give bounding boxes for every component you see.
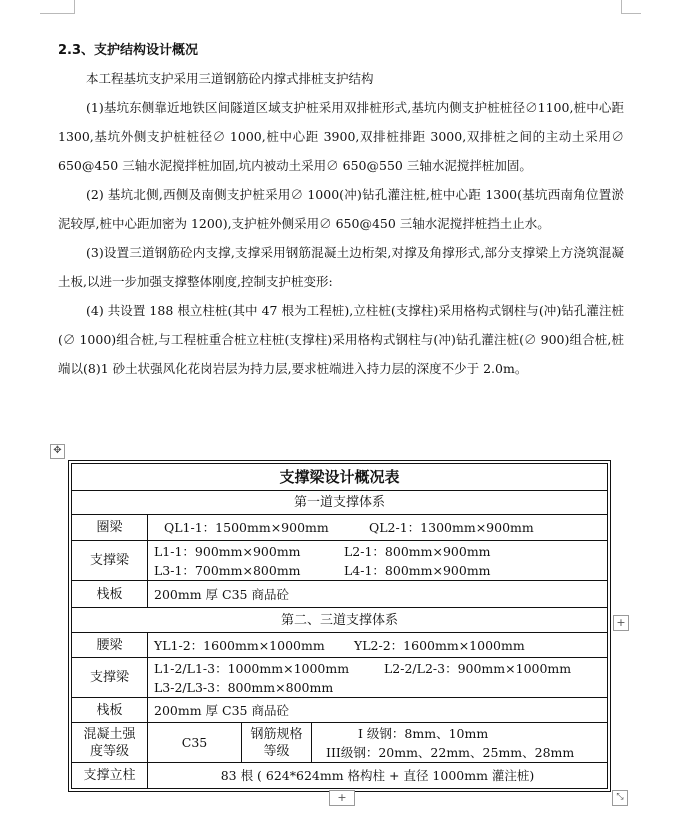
section-heading[interactable]: 2.3、支护结构设计概况 bbox=[58, 43, 199, 58]
design-summary-table bbox=[68, 460, 611, 792]
column-label[interactable]: 支撑立柱 bbox=[72, 763, 148, 789]
brace1-l1: L1-1：900mm×900mm bbox=[154, 543, 301, 559]
ring-beam-cell[interactable] bbox=[148, 515, 608, 541]
waist-beam-label[interactable]: 腰梁 bbox=[72, 633, 148, 658]
brace23-l2: L2-2/L2-3：900mm×1000mm bbox=[384, 660, 572, 676]
waist-beam-yl1: YL1-2：1600mm×1000mm bbox=[154, 637, 325, 653]
brace1-l3: L3-1：700mm×800mm bbox=[154, 562, 301, 578]
table-resize-handle-icon[interactable]: ⤡ bbox=[612, 790, 628, 806]
rebar-grade-1: I 级钢：8mm、10mm bbox=[358, 725, 489, 741]
table-title[interactable]: 支撑梁设计概况表 bbox=[72, 464, 608, 491]
brace1-l4: L4-1：800mm×900mm bbox=[344, 562, 491, 578]
brace1-label[interactable]: 支撑梁 bbox=[72, 541, 148, 581]
paragraph-3[interactable]: (3)设置三道钢筋砼内支撑,支撑采用钢筋混凝土边桁架,对撑及角撑形式,部分支撑梁上方浇筑混凝土板,以进一步加强支撑整体刚度,控制支护桩变形: bbox=[58, 245, 624, 289]
paragraph-1[interactable]: (1)基坑东侧靠近地铁区间隧道区域支护桩采用双排桩形式,基坑内侧支护桩桩径∅1100,桩中心距 1300,基坑外侧支护桩桩径∅ 1000,桩中心距 3900,双排桩排距 3000,双排桩之间的主动土采用∅ 650@450 三轴水泥搅拌桩加固,坑内被动土采用∅ 650@550 三轴水泥搅拌桩加固。 bbox=[58, 100, 624, 173]
brace1-cell[interactable] bbox=[148, 541, 608, 581]
crop-mark-left-h bbox=[40, 13, 75, 14]
crop-mark-right-v bbox=[621, 0, 622, 14]
brace1-l2: L2-1：800mm×900mm bbox=[344, 543, 491, 559]
system23-header[interactable]: 第二、三道支撑体系 bbox=[72, 608, 608, 633]
rebar-grade-cell[interactable] bbox=[312, 723, 608, 763]
document-body bbox=[58, 38, 624, 383]
add-column-button[interactable]: + bbox=[613, 615, 629, 631]
brace23-label[interactable]: 支撑梁 bbox=[72, 658, 148, 698]
brace23-l3: L3-2/L3-3：800mm×800mm bbox=[154, 679, 334, 695]
brace23-l1: L1-2/L1-3：1000mm×1000mm bbox=[154, 660, 350, 676]
concrete-grade-value[interactable]: C35 bbox=[148, 723, 242, 763]
concrete-grade-label[interactable]: 混凝土强度等级 bbox=[72, 723, 148, 763]
ring-beam-ql1: QL1-1：1500mm×900mm bbox=[164, 520, 329, 535]
crop-mark-right-h bbox=[621, 13, 641, 14]
rebar-grade-label[interactable]: 钢筋规格等级 bbox=[242, 723, 312, 763]
paragraph-4[interactable]: (4) 共设置 188 根立柱桩(其中 47 根为工程桩),立柱桩(支撑柱)采用格构式钢柱与(冲)钻孔灌注桩(∅ 1000)组合桩,与工程桩重合桩立柱桩(支撑柱)采用格构式钢柱与(冲)钻孔灌注桩(∅ 900)组合桩,桩端以(8)1 砂土状强风化花岗岩层为持力层,要求桩端进入持力层的深度不少于 2.0m。 bbox=[58, 303, 624, 376]
paragraph-2[interactable]: (2) 基坑北侧,西侧及南侧支护桩采用∅ 1000(冲)钻孔灌注桩,桩中心距 1300(基坑西南角位置淤泥较厚,桩中心距加密为 1200),支护桩外侧采用∅ 650@450 三轴水泥搅拌桩挡土止水。 bbox=[58, 187, 624, 231]
waist-beam-cell[interactable] bbox=[148, 633, 608, 658]
paragraph-intro[interactable]: 本工程基坑支护采用三道钢筋砼内撑式排桩支护结构 bbox=[86, 71, 374, 86]
table-move-handle-icon[interactable]: ✥ bbox=[50, 444, 65, 459]
slab23-label[interactable]: 栈板 bbox=[72, 698, 148, 723]
waist-beam-yl2: YL2-2：1600mm×1000mm bbox=[354, 637, 525, 653]
slab1-value[interactable]: 200mm 厚 C35 商品砼 bbox=[148, 581, 608, 608]
rebar-grade-3: III级钢：20mm、22mm、25mm、28mm bbox=[326, 744, 575, 760]
system1-header[interactable]: 第一道支撑体系 bbox=[72, 491, 608, 515]
column-value[interactable]: 83 根 ( 624*624mm 格构柱 + 直径 1000mm 灌注桩) bbox=[148, 763, 608, 789]
ring-beam-label[interactable]: 圈梁 bbox=[72, 515, 148, 541]
slab1-label[interactable]: 栈板 bbox=[72, 581, 148, 608]
add-row-button[interactable]: + bbox=[329, 790, 355, 806]
crop-mark-left-v bbox=[74, 0, 75, 14]
ring-beam-ql2: QL2-1：1300mm×900mm bbox=[369, 520, 534, 535]
slab23-value[interactable]: 200mm 厚 C35 商品砼 bbox=[148, 698, 608, 723]
brace23-cell[interactable] bbox=[148, 658, 608, 698]
